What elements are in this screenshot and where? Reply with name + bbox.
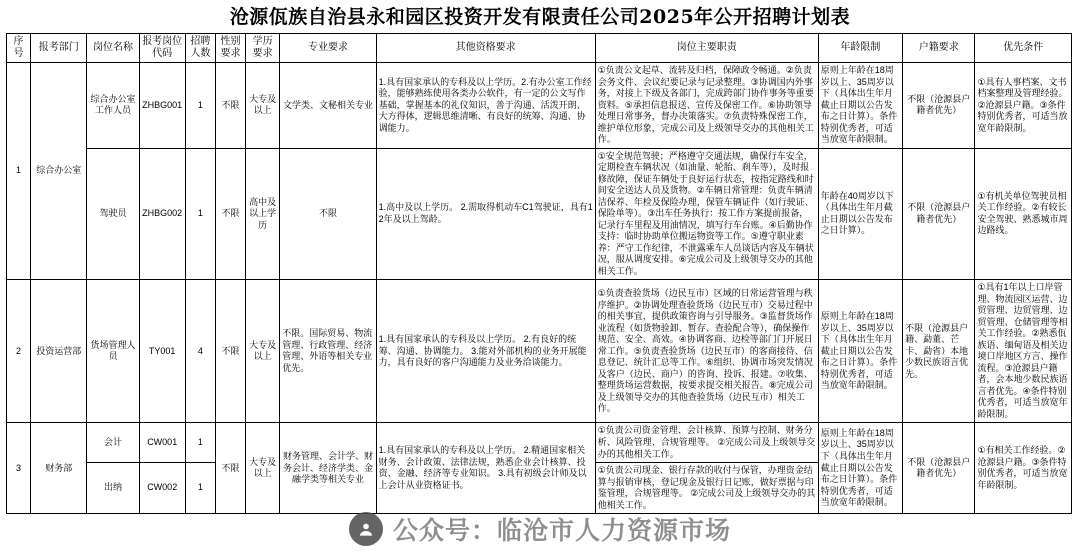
cell-gender: 不限 xyxy=(215,423,245,514)
table-row xyxy=(7,280,1072,423)
cell-code: ZHBG002 xyxy=(139,148,185,280)
cell-major: 文学类、文秘相关专业 xyxy=(280,63,376,149)
col-preference: 优先条件 xyxy=(975,34,1072,63)
cell-count: 1 xyxy=(185,148,215,280)
cell-household: 不限（沧源县户籍者优先） xyxy=(903,148,975,280)
table-row xyxy=(7,63,1072,149)
table-row xyxy=(7,423,1072,463)
cell-count: 1 xyxy=(185,63,215,149)
cell-duties: ①负责公司资金管理、会计核算、预算与控制、财务分析、风险管理、合规管理等。 ②完成公司及上级领导交办的其他相关工作。 xyxy=(595,423,818,463)
cell-department: 综合办公室 xyxy=(31,63,87,280)
cell-index: 3 xyxy=(7,423,31,514)
cell-age-limit: 年龄在40周岁以下（具体出生年月截止日期以公告发布之日计算）。 xyxy=(818,148,902,280)
cell-duties: ①负责公司现金、银行存款的收付与保管，办理资金结算与报销审核，登记现金及银行日记账，做好票据与印鉴管理，合规管理等。 ②完成公司及上级领导交办的其他相关工作。 xyxy=(595,463,818,514)
cell-major: 不限 xyxy=(280,148,376,280)
cell-major: 财务管理、会计学、财务会计、经济学类、金融学类等相关专业 xyxy=(280,423,376,514)
table-header-row xyxy=(7,34,1072,63)
cell-household: 不限（沧源县户籍者优先） xyxy=(903,63,975,149)
cell-preference: ①有机关单位驾驶员相关工作经验。②有较长安全驾驶、熟悉城市周边路线。 xyxy=(975,148,1072,280)
cell-other-requirements: 1.具有国家承认的专科及以上学历。 2.精通国家相关财务、会计政策、法律法规，熟悉企业会计核算、投资、金融、经济等专业知识。 3.具有初级会计师及以上会计从业资格证书。 xyxy=(376,423,595,514)
col-age-limit: 年龄限制 xyxy=(818,34,902,63)
cell-gender: 不限 xyxy=(215,148,245,280)
watermark-text: 公众号：临沧市人力资源市场 xyxy=(392,516,731,545)
cell-preference: ①具有1年以上口岸管理、物流园区运营、边贸管理、边贸管理、边贸管理、仓储管理等相关工作经验。②熟悉佤族语、缅甸语及相关边境口岸地区方言、操作流程。③沧源县户籍者，会本地少数民族语言者优先。④条件特别优秀者，可适当放宽年龄限制。 xyxy=(975,280,1072,423)
col-other-requirements: 其他资格要求 xyxy=(376,34,595,63)
col-department: 报考部门 xyxy=(31,34,87,63)
col-gender: 性别要求 xyxy=(215,34,245,63)
col-household: 户籍要求 xyxy=(903,34,975,63)
cell-duties: ①安全规范驾驶；严格遵守交通法规，确保行车安全，定期检查车辆状况（如油量、轮胎、刹车等），及时报修故障，保证车辆处于良好运行状态，按指定路线和时间安全送达人员及货物。②车辆日常管理：负责车辆清洁保养、年检及保险办理，保管车辆证件（如行驶证、保险单等）。③出车任务执行：按工作方案提前报备，记录行车里程及用油情况，填写行车台账。④后勤协作支持：临时协助单位搬运物资等工作。⑤遵守职业素养：严守工作纪律，不泄露乘车人员谈话内容及车辆状况，服从调度安排。⑥完成公司及上级领导交办的其他相关工作。 xyxy=(595,148,818,280)
cell-age-limit: 原则上年龄在18周岁以上、35周岁以下（具体出生年月截止日期以公告发布之日计算）。条件特别优秀者，可适当放宽年龄限制。 xyxy=(818,280,902,423)
cell-count: 4 xyxy=(185,280,215,423)
cell-education: 高中及以上学历 xyxy=(246,148,280,280)
col-education: 学历要求 xyxy=(246,34,280,63)
cell-position: 出纳 xyxy=(87,463,139,514)
cell-education: 大专及以上 xyxy=(246,280,280,423)
cell-age-limit: 原则上年龄在18周岁以上、35周岁以下（具体出生年月截止日期以公告发布之日计算）。条件特别优秀者，可适当放宽年龄限制。 xyxy=(818,423,902,514)
cell-count: 1 xyxy=(185,463,215,514)
cell-major: 不限。国际贸易、物流管理、行政管理、经济管理、外语等相关专业优先。 xyxy=(280,280,376,423)
col-code: 报考岗位代码 xyxy=(139,34,185,63)
cell-code: ZHBG001 xyxy=(139,63,185,149)
cell-duties: ①负责公文起草、流转及归档，保障政令畅通。②负责会务文件、会议纪要记录与记录整理。③协调国内外事务，对接上下级及各部门，完成跨部门协作事务等重要资料。⑤承担信息报送、宣传及保密工作。⑥协助领导处理日常事务，督办决策落实。⑦负责特殊保密工作，维护单位形象，完成公司及上级领导交办的其他相关工作。 xyxy=(595,63,818,149)
col-major: 专业要求 xyxy=(280,34,376,63)
cell-count: 1 xyxy=(185,423,215,463)
cell-education: 大专及以上 xyxy=(246,63,280,149)
recruitment-plan-table xyxy=(6,33,1072,514)
col-count: 招聘人数 xyxy=(185,34,215,63)
cell-preference: ①有相关工作经验。②沧源县户籍。③条件特别优秀者，可适当放宽年龄限制。 xyxy=(975,423,1072,514)
cell-code: CW002 xyxy=(139,463,185,514)
cell-position: 综合办公室工作人员 xyxy=(87,63,139,149)
cell-duties: ①负责查验货场（边民互市）区域的日常运营管理与秩序维护。②协调处理查验货场（边民互市）交易过程中的相关事宜，提供政策咨询与引导服务。③监督货场作业流程（如货物验卸、暂存、查验配合等），确保操作规范、安全、高效。④协调客商、边检等部门门开展日常工作。⑤负责查验货场（边民互市）的客商接待、信息登记、统计汇总等工作。⑥组织、协调市场突发情况及客户（边民、商户）的咨询、投诉、报建。⑦收集、整理货场运营数据，按要求提交相关报告。⑧完成公司及上级领导交办的其他查验货场（边民互市）相关工作。 xyxy=(595,280,818,423)
cell-department: 投资运营部 xyxy=(31,280,87,423)
cell-other-requirements: 1.具有国家承认的专科及以上学历。2.有办公室工作经验，能够熟练使用各类办公软件，有一定的公文写作基础，掌握基本的礼仪知识，善于沟通、活泼开朗、大方得体，逻辑思维清晰、有良好的统筹、沟通、协调能力。 xyxy=(376,63,595,149)
cell-education: 大专及以上 xyxy=(246,423,280,514)
cell-index: 1 xyxy=(7,63,31,280)
cell-gender: 不限 xyxy=(215,63,245,149)
cell-household: 不限（沧源县户籍、勐董、芒卡、勐省）本地少数民族语言优先。 xyxy=(903,280,975,423)
cell-position: 货场管理人员 xyxy=(87,280,139,423)
cell-household: 不限（沧源县户籍者优先） xyxy=(903,423,975,514)
cell-code: TY001 xyxy=(139,280,185,423)
page-title: 沧源佤族自治县永和园区投资开发有限责任公司2025年公开招聘计划表 xyxy=(229,6,851,28)
cell-index: 2 xyxy=(7,280,31,423)
col-duties: 岗位主要职责 xyxy=(595,34,818,63)
cell-age-limit: 原则上年龄在18周岁以上、35周岁以下（具体出生年月截止日期以公告发布之日计算）。条件特别优秀者，可适当放宽年龄限制。 xyxy=(818,63,902,149)
cell-other-requirements: 1.具有国家承认的专科及以上学历。 2.有良好的统筹、沟通、协调能力。 3.能对外部机构的业务开展能力，具有良好的客户沟通能力及业务洽谈能力。 xyxy=(376,280,595,423)
cell-department: 财务部 xyxy=(31,423,87,514)
col-index: 序号 xyxy=(7,34,31,63)
table-row xyxy=(7,148,1072,280)
col-position: 岗位名称 xyxy=(87,34,139,63)
cell-gender: 不限 xyxy=(215,280,245,423)
cell-code: CW001 xyxy=(139,423,185,463)
account-circle-icon xyxy=(349,512,383,546)
cell-position: 会计 xyxy=(87,423,139,463)
cell-position: 驾驶员 xyxy=(87,148,139,280)
cell-preference: ①具有人事档案、文书档案整理及管理经验。②沧源县户籍。③条件特别优秀者，可适当放宽年龄限制。 xyxy=(975,63,1072,149)
cell-other-requirements: 1.高中及以上学历。 2.需取得机动车C1驾驶证，具有12年及以上驾龄。 xyxy=(376,148,595,280)
